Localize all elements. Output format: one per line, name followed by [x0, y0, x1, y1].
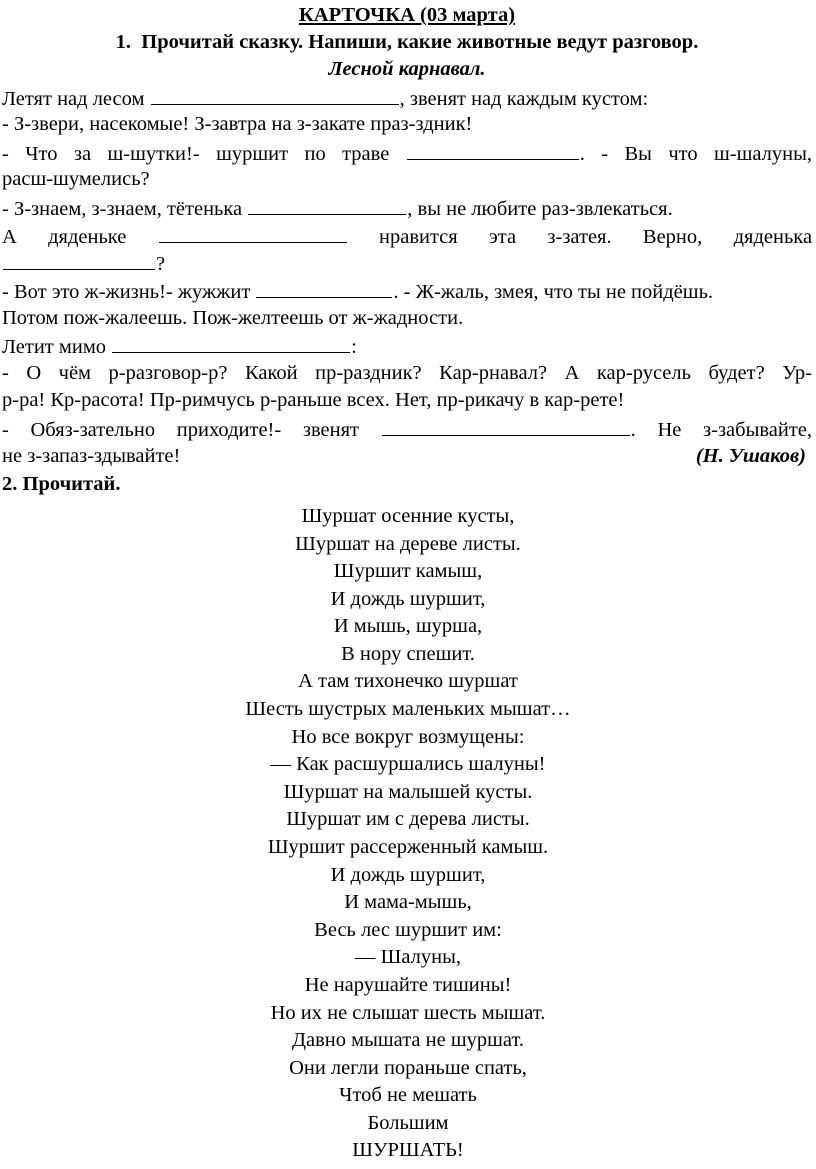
story-line-8 [2, 277, 812, 306]
poem-line: В нору спешит. [341, 643, 475, 665]
poem-line: А там тихонечко шуршат [298, 670, 518, 692]
story-line-7 [2, 249, 812, 278]
poem-line: Шуршат осенние кусты, [301, 505, 515, 527]
poem-line: И дождь шуршит, [330, 864, 486, 886]
poem-line: Но их не слышат шесть мышат. [270, 1002, 546, 1024]
task1-instruction [2, 29, 812, 56]
answer-blank-2[interactable] [407, 139, 579, 160]
story-line-12: р-ра! Кр-расота! Пр-римчусь р-раньше всех. Нет, пр-рикачу в кар-рете! [2, 389, 625, 411]
poem-line: Шуршит рассерженный камыш. [267, 836, 549, 858]
story-line-4: расш-шумелись? [2, 168, 150, 190]
story-line-3 [2, 139, 812, 168]
poem-line: Весь лес шуршит им: [314, 919, 502, 941]
poem-line: И мышь, шурша, [333, 615, 483, 637]
story-text: нравится эта з-затея. Верно, дяденька [379, 226, 813, 248]
story-line-5 [2, 194, 812, 223]
card-title: КАРТОЧКА (03 марта) [298, 4, 516, 26]
poem-line: Они легли пораньше спать, [289, 1057, 527, 1079]
story-text: - Что за ш-шутки!- шуршит по траве [2, 143, 390, 165]
story-text: . - Ж-жаль, змея, что ты не пойдёшь. [393, 281, 714, 303]
poem-line: Большим [367, 1112, 449, 1134]
poem-line: И мама-мышь, [344, 891, 472, 913]
story-line-13 [2, 415, 812, 444]
poem-line: Шуршат на малышей кусты. [283, 781, 533, 803]
story-author: (Н. Ушаков) [695, 445, 806, 467]
answer-blank-3[interactable] [248, 194, 406, 215]
answer-blank-5[interactable] [3, 249, 155, 270]
story-text: : [351, 336, 357, 358]
story-text: - Обяз-зательно приходите!- звенят [2, 419, 359, 441]
story-line-14 [2, 443, 812, 470]
answer-blank-7[interactable] [112, 332, 350, 353]
story-text: . - Вы что ш-шалуны, [579, 143, 812, 165]
story-text: Летит мимо [2, 336, 107, 358]
story-line-10 [2, 332, 812, 361]
story-text: - З-знаем, з-знаем, тётенька [2, 198, 243, 220]
story-text: , вы не любите раз-звлекаться. [407, 198, 673, 220]
story-line-6 [2, 222, 812, 251]
story-line-11: - О чём р-разговор-р? Какой пр-раздник? Кар-рнавал? А кар-русель будет? Ур- [2, 362, 812, 384]
answer-blank-6[interactable] [256, 277, 392, 298]
task2-heading: 2. Прочитай. [2, 473, 121, 495]
answer-blank-8[interactable] [382, 415, 630, 436]
poem-line: — Шалуны, [355, 946, 461, 968]
poem-line: Шуршит камыш, [333, 560, 483, 582]
task1-number: 1. [115, 31, 132, 53]
story-line-9: Потом пож-жалеешь. Пож-желтеешь от ж-жадности. [2, 307, 464, 329]
task1-text: Прочитай сказку. Напиши, какие животные ведут разговор. [141, 31, 699, 53]
poem-line: И дождь шуршит, [330, 588, 486, 610]
poem-line: Шесть шустрых маленьких мышат… [245, 698, 571, 720]
story-text: , звенят над каждым кустом: [399, 88, 649, 110]
story-title: Лесной карнавал. [328, 58, 486, 80]
answer-blank-1[interactable] [151, 84, 399, 105]
story-text: ? [156, 253, 166, 275]
answer-blank-4[interactable] [159, 222, 347, 243]
poem-line: Чтоб не мешать [339, 1084, 477, 1106]
story-line-2: - З-звери, насекомые! З-завтра на з-закате праз-здник! [2, 113, 473, 135]
poem-line: Шуршат на дереве листы. [295, 533, 521, 555]
story-line-1 [2, 84, 812, 113]
story-text: А дяденьке [2, 226, 127, 248]
poem-line: Не нарушайте тишины! [304, 974, 512, 996]
story-text: - Вот это ж-жизнь!- жужжит [2, 281, 251, 303]
poem-line: — Как расшуршались шалуны! [270, 753, 546, 775]
story-text: Летят над лесом [2, 88, 145, 110]
poem-line: ШУРШАТЬ! [352, 1139, 464, 1161]
story-text: не з-запаз-здывайте! [2, 445, 181, 467]
poem-line: Но все вокруг возмущены: [291, 726, 525, 748]
story-text: . Не з-забывайте, [630, 419, 813, 441]
poem-line: Шуршат им с дерева листы. [286, 808, 530, 830]
poem-line: Давно мышата не шуршат. [291, 1029, 525, 1051]
